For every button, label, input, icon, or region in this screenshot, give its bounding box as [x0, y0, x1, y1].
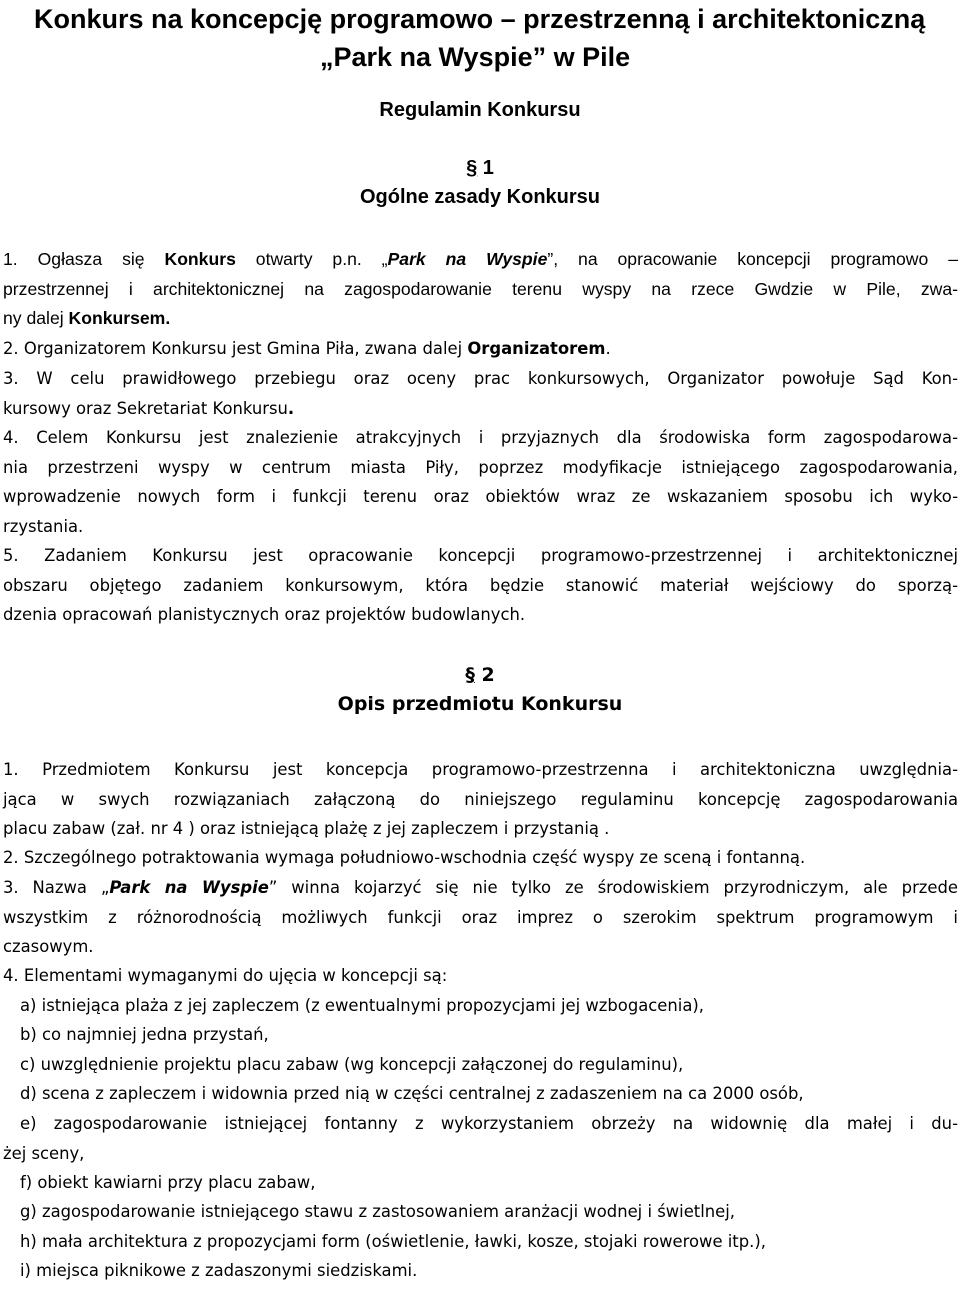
- text-line: [3, 394, 958, 424]
- italic-term: Park na Wyspie: [109, 878, 269, 897]
- list-item-a: a) istniejąca plaża z jej zapleczem (z ewentualnymi propozycjami jej wzbogacenia),: [20, 996, 704, 1015]
- text-run: ”, na opracowanie koncepcji programowo –: [547, 249, 958, 269]
- text-line: dzenia opracowań planistycznych oraz projektów budowlanych.: [3, 605, 526, 624]
- text-line: nia przestrzeni wyspy w centrum miasta Piły, poprzez modyfikacje istniejącego zagospodarowania,: [3, 457, 958, 477]
- text-run: .: [287, 398, 295, 418]
- text-line: obszaru objętego zadaniem konkursowym, która będzie stanowić materiał wejściowy do sporzą-: [3, 575, 958, 595]
- text-line: rzystania.: [3, 516, 84, 536]
- text-line: przestrzennej i architektonicznej na zagospodarowanie terenu wyspy na rzece Gwdzie w Pile, zwa-: [3, 278, 958, 299]
- list-item-h: h) mała architektura z propozycjami form (oświetlenie, ławki, kosze, stojaki rowerowe itp.),: [20, 1232, 766, 1251]
- text-line: placu zabaw (zał. nr 4 ) oraz istniejącą plażę z jej zapleczem i przystanią .: [3, 819, 610, 838]
- text-line: [3, 245, 958, 275]
- title-line-2: „Park na Wyspie” w Pile: [320, 42, 631, 72]
- list-item-g: g) zagospodarowanie istniejącego stawu z zastosowaniem aranżacji wodnej i świetlnej,: [20, 1202, 736, 1221]
- text-run: 3. Nazwa „: [3, 878, 110, 897]
- section-1-point-4: [3, 423, 958, 541]
- text-run: 1. Ogłasza się: [3, 249, 165, 269]
- text-line: [3, 334, 958, 364]
- section-1-point-1: [3, 245, 958, 334]
- text-line: 3. W celu prawidłowego przebiegu oraz oceny prac konkursowych, Organizator powołuje Sąd Kon-: [3, 369, 958, 388]
- text-line: [3, 873, 958, 903]
- section-1-point-3: [3, 364, 958, 423]
- list-item-e: [3, 1109, 958, 1168]
- text-line: wprowadzenie nowych form i funkcji terenu oraz obiektów wraz ze wskazaniem sposobu ich wyko-: [3, 487, 958, 506]
- text-line: 2. Szczególnego potraktowania wymaga południowo-wschodnia część wyspy ze sceną i fontanną.: [3, 848, 806, 867]
- text-line: 4. Celem Konkursu jest znalezienie atrakcyjnych i przyjaznych dla środowiska form zagospodarowa-: [3, 428, 958, 447]
- section-2-heading: Opis przedmiotu Konkursu: [337, 693, 623, 715]
- bold-term: Konkursem.: [68, 308, 171, 328]
- text-line: 5. Zadaniem Konkursu jest opracowanie koncepcji programowo-przestrzennej i architektonicznej: [3, 546, 958, 565]
- section-1-point-2: [3, 334, 958, 364]
- section-1-number: [0, 157, 960, 180]
- text-line: wszystkim z różnorodnością możliwych funkcji oraz imprez o szerokim spektrum programowym i: [3, 907, 958, 927]
- regulation-subtitle: Regulamin Konkursu: [379, 99, 581, 121]
- document-title: [34, 0, 954, 76]
- section-2-number: [0, 664, 960, 686]
- section-1-point-5: [3, 541, 958, 630]
- section-number-text: 1: [477, 157, 494, 179]
- text-line: żej sceny,: [3, 1143, 85, 1163]
- paragraph-sign: §: [465, 664, 475, 686]
- bold-term: Konkurs: [164, 249, 236, 269]
- list-item-i: i) miejsca piknikowe z zadaszonymi siedziskami.: [20, 1261, 418, 1280]
- text-line: czasowym.: [3, 937, 94, 956]
- list-item-f: f) obiekt kawiarni przy placu zabaw,: [20, 1173, 316, 1192]
- section-2-point-1: [3, 755, 958, 844]
- text-run: ny dalej: [3, 308, 69, 328]
- section-1-heading: Ogólne zasady Konkursu: [359, 186, 601, 208]
- paragraph-sign: §: [466, 157, 478, 179]
- section-2-point-2: [3, 843, 958, 873]
- text-line: 1. Przedmiotem Konkursu jest koncepcja programowo-przestrzenna i architektoniczna uwzględnia-: [3, 760, 958, 779]
- list-item-b: b) co najmniej jedna przystań,: [20, 1025, 269, 1044]
- text-line: e) zagospodarowanie istniejącej fontanny z wykorzystaniem obrzeży na widownię dla małej i du-: [20, 1114, 958, 1133]
- text-line: jąca w swych rozwiązaniach załączoną do niniejszego regulaminu koncepcję zagospodarowania: [3, 789, 958, 809]
- section-2-point-4: 4. Elementami wymaganymi do ujęcia w koncepcji są:: [3, 966, 448, 985]
- section-number-text: 2: [474, 664, 495, 686]
- text-line: [3, 304, 958, 334]
- text-run: .: [605, 339, 611, 358]
- bold-term: Organizatorem: [467, 339, 606, 358]
- italic-term: Park na Wyspie: [387, 249, 548, 269]
- text-run: otwarty p.n. „: [235, 249, 388, 269]
- list-item-d: d) scena z zapleczem i widownia przed nią w części centralnej z zadaszeniem na ca 2000 osób,: [20, 1084, 804, 1103]
- text-run: 2. Organizatorem Konkursu jest Gmina Piła, zwana dalej: [3, 339, 468, 358]
- title-line-1: Konkurs na koncepcję programowo – przestrzenną i architektoniczną: [34, 4, 926, 34]
- list-item-c: c) uwzględnienie projektu placu zabaw (wg koncepcji załączonej do regulaminu),: [20, 1055, 684, 1074]
- text-run: kursowy oraz Sekretariat Konkursu: [3, 398, 288, 418]
- section-2-point-3: [3, 873, 958, 962]
- text-run: ” winna kojarzyć się nie tylko ze środowiskiem przyrodniczym, ale przede: [268, 878, 958, 897]
